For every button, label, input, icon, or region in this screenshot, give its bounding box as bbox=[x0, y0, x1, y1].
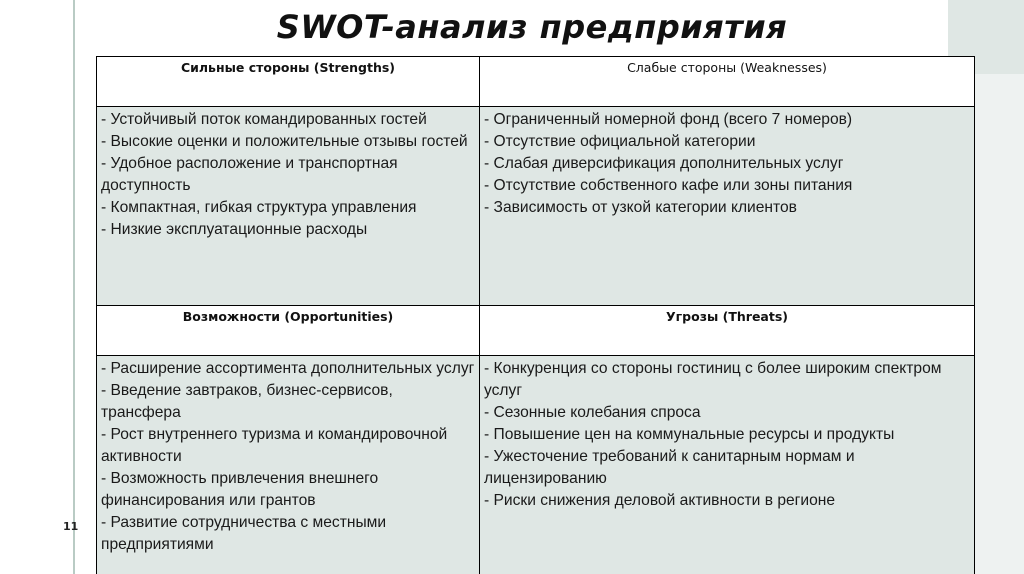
threats-item: - Ужесточение требований к санитарным нормам и лицензированию bbox=[484, 448, 855, 487]
threats-item: - Конкуренция со стороны гостиниц с более широким спектром услуг bbox=[484, 360, 942, 399]
strengths-header: Сильные стороны (Strengths) bbox=[97, 57, 480, 107]
threats-cell bbox=[480, 356, 975, 574]
swot-header-row-bottom bbox=[97, 306, 975, 356]
swot-table bbox=[96, 56, 975, 574]
slide-title: SWOT-анализ предприятия bbox=[276, 8, 788, 46]
opportunities-item: - Расширение ассортимента дополнительных услуг bbox=[101, 360, 475, 377]
strengths-item: - Высокие оценки и положительные отзывы гостей bbox=[101, 133, 468, 150]
threats-item: - Риски снижения деловой активности в регионе bbox=[484, 492, 836, 509]
swot-body-row-top bbox=[97, 107, 975, 306]
strengths-item: - Устойчивый поток командированных гостей bbox=[101, 111, 427, 128]
weaknesses-item: - Зависимость от узкой категории клиентов bbox=[484, 199, 797, 216]
weaknesses-item: - Отсутствие собственного кафе или зоны питания bbox=[484, 177, 853, 194]
swot-header-row-top bbox=[97, 57, 975, 107]
opportunities-item: - Развитие сотрудничества с местными предприятиями bbox=[101, 514, 387, 553]
opportunities-item: - Рост внутреннего туризма и командировочной активности bbox=[101, 426, 448, 465]
weaknesses-cell bbox=[480, 107, 975, 306]
threats-header: Угрозы (Threats) bbox=[480, 306, 975, 356]
decorative-vertical-line bbox=[73, 0, 75, 574]
threats-item: - Повышение цен на коммунальные ресурсы и продукты bbox=[484, 426, 895, 443]
weaknesses-item: - Отсутствие официальной категории bbox=[484, 133, 756, 150]
weaknesses-item: - Слабая диверсификация дополнительных услуг bbox=[484, 155, 844, 172]
opportunities-header: Возможности (Opportunities) bbox=[97, 306, 480, 356]
threats-item: - Сезонные колебания спроса bbox=[484, 404, 701, 421]
strengths-item: - Низкие эксплуатационные расходы bbox=[101, 221, 368, 238]
weaknesses-item: - Ограниченный номерной фонд (всего 7 номеров) bbox=[484, 111, 853, 128]
strengths-item: - Удобное расположение и транспортная доступность bbox=[101, 155, 398, 194]
opportunities-item: - Возможность привлечения внешнего финансирования или грантов bbox=[101, 470, 379, 509]
opportunities-item: - Введение завтраков, бизнес-сервисов, трансфера bbox=[101, 382, 393, 421]
swot-body-row-bottom bbox=[97, 356, 975, 574]
strengths-item: - Компактная, гибкая структура управления bbox=[101, 199, 417, 216]
opportunities-cell bbox=[97, 356, 480, 574]
weaknesses-header: Слабые стороны (Weaknesses) bbox=[480, 57, 975, 107]
page-number: 11 bbox=[63, 520, 79, 533]
strengths-cell bbox=[97, 107, 480, 306]
decorative-side-bar bbox=[974, 0, 1024, 574]
